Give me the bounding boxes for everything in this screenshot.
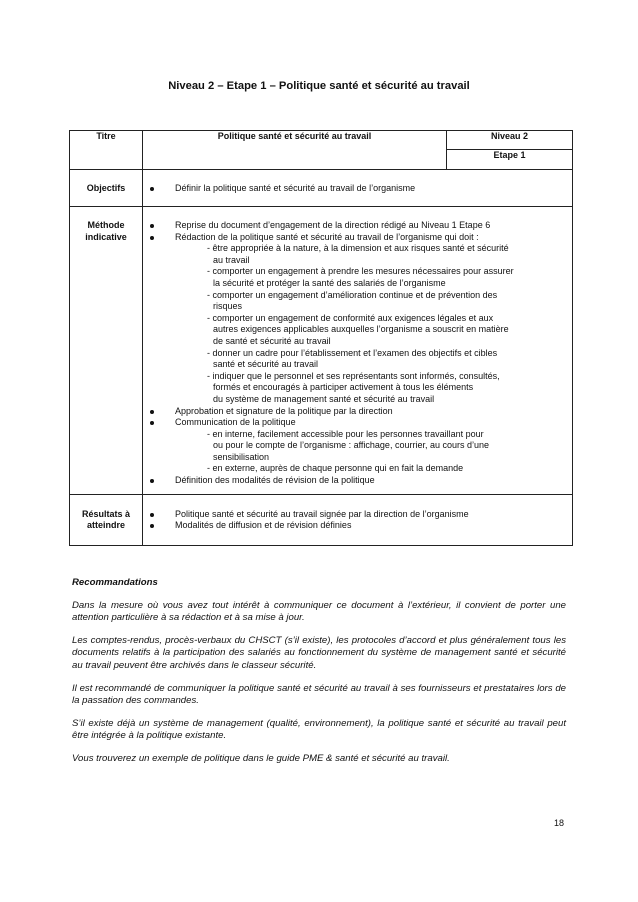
methode-sub-item: - être appropriée à la nature, à la dimension et aux risques santé et sécurité (207, 243, 509, 254)
methode-sub-item: santé et sécurité au travail (213, 359, 319, 370)
methode-sub-item: au travail (213, 254, 250, 265)
recommendations-section (72, 577, 566, 766)
niveau-cell: Niveau 2 (447, 131, 573, 150)
methode-row (70, 207, 573, 495)
methode-sub-item: formés et encouragés à participer activement à tous les éléments (213, 382, 474, 393)
recommendation-paragraph: Vous trouverez un exemple de politique dans le guide PME & santé et sécurité au travail. (72, 752, 450, 764)
methode-bullet-item: Définition des modalités de révision de la politique (143, 475, 572, 487)
methode-sub-item: - comporter un engagement de conformité aux exigences légales et aux (207, 312, 494, 323)
methode-content (143, 207, 573, 495)
methode-sub-item: de santé et sécurité au travail (213, 335, 331, 346)
recommendation-paragraph: S’il existe déjà un système de management (qualité, environnement), la politique santé et sécurité au travail peut être intégrée à la politique existante. (72, 717, 566, 742)
methode-bullet-item: Rédaction de la politique santé et sécurité au travail de l’organisme qui doit : (143, 232, 572, 244)
resultats-item: Politique santé et sécurité au travail signée par la direction de l’organisme (143, 509, 572, 521)
methode-bullet-item: Reprise du document d’engagement de la direction rédigé au Niveau 1 Etape 6 (143, 220, 572, 232)
objectifs-label: Objectifs (70, 170, 143, 207)
methode-list (143, 220, 572, 487)
recommendation-paragraph: Il est recommandé de communiquer la politique santé et sécurité au travail à ses fournisseurs et prestataires lors de la passation des commandes. (72, 682, 566, 707)
methode-bullet-item: Approbation et signature de la politique par la direction (143, 406, 572, 418)
methode-sub-item: - comporter un engagement à prendre les mesures nécessaires pour assurer (207, 266, 514, 277)
methode-sub-item: - en externe, auprès de chaque personne qui en fait la demande (207, 463, 464, 474)
methode-sub-item: - en interne, facilement accessible pour les personnes travaillant pour (207, 428, 484, 439)
recommendations-title: Recommandations (72, 577, 158, 588)
recommendation-paragraph: Les comptes-rendus, procès-verbaux du CHSCT (s’il existe), les protocoles d’accord et plus généralement tous les documents relatifs à la participation des salariés au fonctionnement du système de management santé et sécurité au travail peuvent être archivés dans le classeur sécurité. (72, 634, 566, 671)
resultats-row (70, 494, 573, 545)
methode-sub-item: du système de management santé et sécurité au travail (213, 393, 435, 404)
titre-value: Politique santé et sécurité au travail (143, 131, 447, 170)
resultats-content (143, 494, 573, 545)
methode-sub-item: sensibilisation (213, 451, 270, 462)
titre-row-top (70, 131, 573, 150)
etape-cell: Etape 1 (447, 150, 573, 170)
page-number: 18 (553, 818, 564, 828)
objectifs-content (143, 170, 573, 207)
resultats-label: Résultats à atteindre (70, 494, 143, 545)
objectifs-row (70, 170, 573, 207)
methode-bullet-item: Communication de la politique (143, 417, 572, 429)
page-title: Niveau 2 – Etape 1 – Politique santé et sécurité au travail (168, 80, 470, 92)
methode-sub-item: risques (213, 301, 243, 312)
objectifs-item: Définir la politique santé et sécurité au travail de l’organisme (143, 183, 572, 195)
recommendation-paragraph: Dans la mesure où vous avez tout intérêt à communiquer ce document à l’extérieur, il convient de porter une attention particulière à sa rédaction et à sa mise à jour. (72, 599, 566, 624)
step-table (69, 130, 573, 546)
titre-label: Titre (70, 131, 143, 170)
resultats-item: Modalités de diffusion et de révision définies (143, 520, 572, 532)
methode-sub-item: ou pour le compte de l’organisme : affichage, courrier, au cours d’une (213, 440, 489, 451)
methode-sub-item: - comporter un engagement d’amélioration continue et de prévention des (207, 289, 498, 300)
methode-sub-item: - donner un cadre pour l’établissement et l’examen des objectifs et cibles (207, 347, 498, 358)
methode-sub-item: autres exigences applicables auxquelles l’organisme a souscrit en matière (213, 324, 509, 335)
methode-sub-item: - indiquer que le personnel et ses représentants sont informés, consultés, (207, 370, 500, 381)
methode-sub-item: la sécurité et protéger la santé des salariés de l’organisme (213, 277, 446, 288)
methode-label: Méthode indicative (70, 207, 143, 495)
